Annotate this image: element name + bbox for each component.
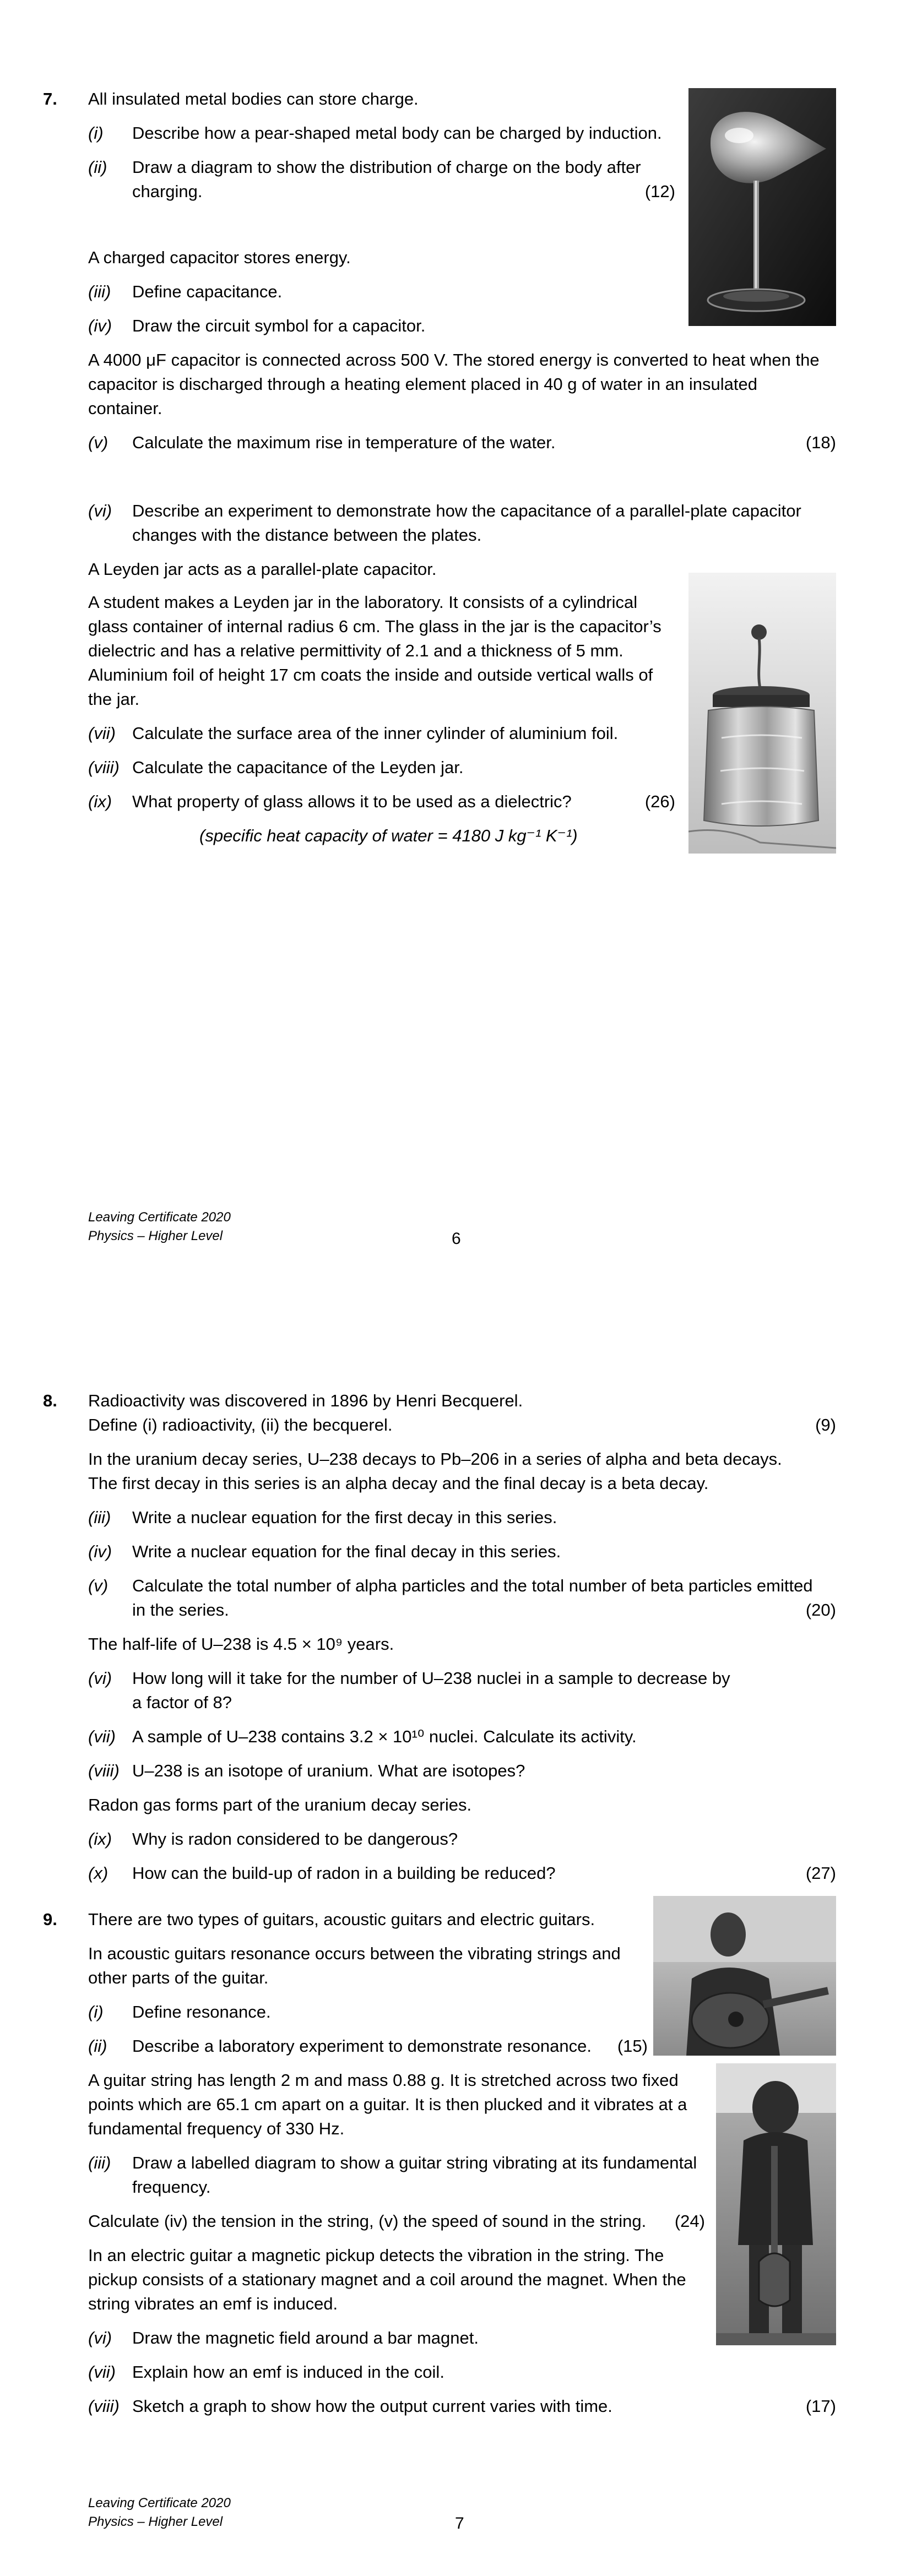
part-text-continued: in the series. [132,1600,229,1619]
paragraph-line: glass container of internal radius 6 cm. The glass in the jar is the capacitor’s [88,617,661,636]
calculate-line: Calculate (iv) the tension in the string, (v) the speed of sound in the string. [88,2211,647,2231]
part-text: Calculate the surface area of the inner cylinder of aluminium foil. [132,724,619,743]
question-intro: All insulated metal bodies can store charge. [88,89,419,108]
paragraph-line: Define (i) radioactivity, (ii) the becquerel. [88,1415,393,1434]
leyden-intro: A Leyden jar acts as a parallel-plate capacitor. [88,559,437,579]
part-text-continued: frequency. [132,2177,211,2197]
part-label: (viii) [88,2396,120,2416]
part-label: (ii) [88,2036,107,2056]
part-label: (x) [88,1863,109,1883]
footer-exam: Leaving Certificate 2020 [88,1210,231,1225]
paragraph-line: Aluminium foil of height 17 cm coats the inside and outside vertical walls of [88,665,653,684]
part-label: (vii) [88,724,116,743]
part-text: Calculate the maximum rise in temperature of the water. [132,433,556,452]
part-text: Define resonance. [132,2002,271,2021]
page-number: 6 [452,1230,461,1248]
footer-subject: Physics – Higher Level [88,1228,223,1243]
paragraph-line: container. [88,399,162,418]
part-label: (ix) [88,1829,112,1849]
paragraph-line: dielectric and has a relative permittivity of 2.1 and a thickness of 5 mm. [88,641,623,660]
part-text: Draw the magnetic field around a bar magnet. [132,2328,479,2347]
part-label: (vi) [88,1669,112,1688]
exam-page-7 [0,1288,911,2576]
leyden-jar-photo [688,573,836,854]
part-text: Draw a diagram to show the distribution of charge on the body after [132,157,641,177]
part-label: (viii) [88,758,120,777]
paragraph-line: capacitor is discharged through a heating element placed in 40 g of water in an insulated [88,374,757,394]
part-label: (iii) [88,282,111,301]
marks: (27) [805,1863,836,1883]
part-text: U–238 is an isotope of uranium. What are isotopes? [132,1761,525,1780]
part-label: (vi) [88,501,112,520]
part-label: (ix) [88,792,112,811]
part-label: (vii) [88,2362,116,2382]
electric-guitar-statue-photo [716,2063,836,2345]
part-label: (iv) [88,1542,112,1561]
part-label: (viii) [88,1761,120,1780]
part-text: Calculate the capacitance of the Leyden jar. [132,758,464,777]
part-label: (ii) [88,157,107,177]
part-text: Describe a laboratory experiment to demonstrate resonance. [132,2036,592,2056]
marks: (20) [805,1600,836,1619]
paragraph-line: In acoustic guitars resonance occurs between the vibrating strings and [88,1944,621,1963]
part-label: (vi) [88,2328,112,2347]
paragraph-line: A guitar string has length 2 m and mass 0.88 g. It is stretched across two fixed [88,2070,679,2090]
paragraph-line: The first decay in this series is an alpha decay and the final decay is a beta decay. [88,1474,709,1493]
half-life-statement: The half-life of U–238 is 4.5 × 10⁹ years. [88,1634,394,1654]
question-number: 8. [43,1391,57,1410]
question-number: 7. [43,89,57,108]
marks: (9) [815,1415,836,1434]
part-text: Describe how a pear-shaped metal body can be charged by induction. [132,123,662,143]
part-text: Explain how an emf is induced in the coil. [132,2362,444,2382]
part-text: Sketch a graph to show how the output current varies with time. [132,2396,612,2416]
part-text: What property of glass allows it to be used as a dielectric? [132,792,572,811]
paragraph-line: pickup consists of a stationary magnet and a coil around the magnet. When the [88,2270,686,2289]
part-text-continued: a factor of 8? [132,1693,232,1712]
footer [88,1208,231,1245]
marks: (17) [805,2396,836,2416]
footer [88,2494,231,2531]
paragraph-line: fundamental frequency of 330 Hz. [88,2119,345,2138]
marks: (24) [674,2211,705,2231]
footer-exam: Leaving Certificate 2020 [88,2496,231,2510]
question-intro: There are two types of guitars, acoustic guitars and electric guitars. [88,1910,595,1929]
part-label: (v) [88,433,109,452]
part-text: Why is radon considered to be dangerous? [132,1829,458,1849]
part-label: (iii) [88,1508,111,1527]
part-text: Describe an experiment to demonstrate how the capacitance of a parallel-plate capacitor [132,501,801,520]
part-text: Draw the circuit symbol for a capacitor. [132,316,426,335]
paragraph-line: In the uranium decay series, U–238 decays to Pb–206 in a series of alpha and beta decays. [88,1449,782,1469]
radon-intro: Radon gas forms part of the uranium decay series. [88,1795,472,1814]
capacitor-intro: A charged capacitor stores energy. [88,248,351,267]
marks: (18) [805,433,836,452]
marks: (15) [617,2036,648,2056]
paragraph-line: A student makes a Leyden jar in the laboratory. It consists of a cylindrical [88,593,638,612]
part-text: How can the build-up of radon in a building be reduced? [132,1863,556,1883]
paragraph-line: Radioactivity was discovered in 1896 by Henri Becquerel. [88,1391,523,1410]
part-text: Define capacitance. [132,282,283,301]
paragraph-line: string vibrates an emf is induced. [88,2294,338,2313]
pear-shaped-conductor-photo [688,88,836,326]
part-label: (iv) [88,316,112,335]
part-text-continued: changes with the distance between the plates. [132,525,482,545]
marks: (26) [644,792,675,811]
paragraph-line: points which are 65.1 cm apart on a guitar. It is then plucked and it vibrates at a [88,2095,687,2114]
part-text: Draw a labelled diagram to show a guitar string vibrating at its fundamental [132,2153,697,2172]
paragraph-line: other parts of the guitar. [88,1968,269,1987]
part-label: (iii) [88,2153,111,2172]
footer-subject: Physics – Higher Level [88,2514,223,2529]
part-text: Write a nuclear equation for the first decay in this series. [132,1508,557,1527]
part-text: A sample of U–238 contains 3.2 × 10¹⁰ nuclei. Calculate its activity. [132,1727,637,1746]
part-label: (vii) [88,1727,116,1746]
part-label: (i) [88,123,104,143]
part-label: (v) [88,1576,109,1595]
paragraph-line: the jar. [88,689,140,709]
part-text-continued: charging. [132,182,203,201]
part-label: (i) [88,2002,104,2021]
question-number: 9. [43,1910,57,1929]
paragraph-line: In an electric guitar a magnetic pickup detects the vibration in the string. The [88,2246,664,2265]
part-text: Write a nuclear equation for the final decay in this series. [132,1542,561,1561]
part-text: How long will it take for the number of U–238 nuclei in a sample to decrease by [132,1669,730,1688]
data-note: (specific heat capacity of water = 4180 J kg⁻¹ K⁻¹) [199,826,578,845]
part-text: Calculate the total number of alpha particles and the total number of beta particles emitted [132,1576,813,1595]
marks: (12) [644,182,675,201]
page-number: 7 [455,2514,464,2532]
acoustic-guitar-statue-photo [653,1896,836,2056]
paragraph-line: A 4000 μF capacitor is connected across 500 V. The stored energy is converted to heat when the [88,350,820,369]
